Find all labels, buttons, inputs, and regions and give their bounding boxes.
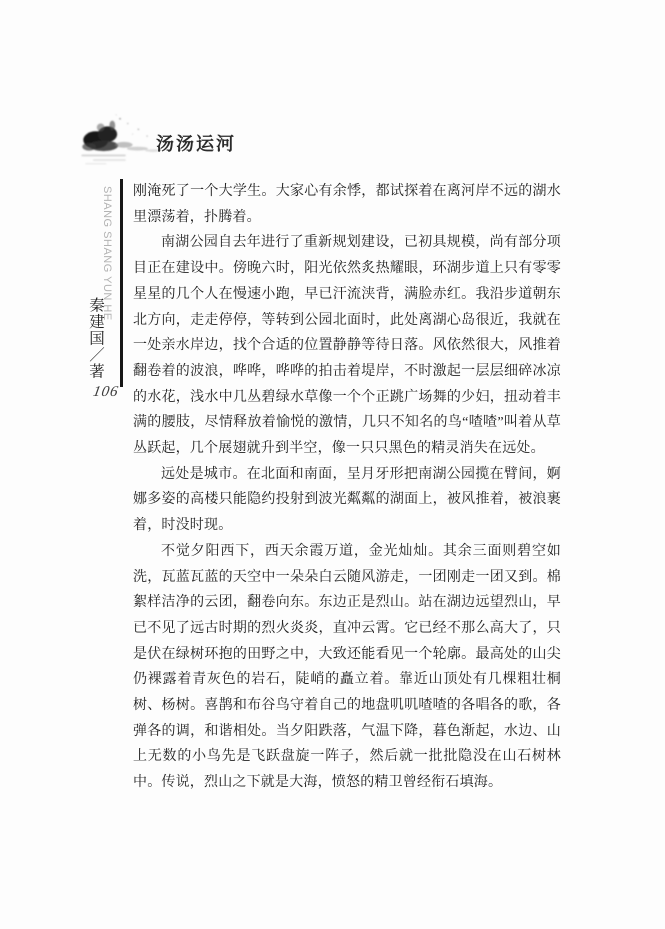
paragraph-3: 远处是城市。在北面和南面，呈月牙形把南湖公园揽在臂间，婀娜多姿的高楼只能隐约投射到波光粼粼的湖面上，被风推着，被浪裹着，时没时现。 — [133, 466, 561, 534]
ink-wash-logo-icon — [77, 110, 165, 168]
series-romanized-title: SHANG SHANG YUN HE — [101, 186, 113, 321]
paragraph-4: 不觉夕阳西下，西天余霞万道，金光灿灿。其余三面则碧空如洗，瓦蓝瓦蓝的天空中一朵朵白云随风游走，一团刚走一团又到。棉絮样洁净的云团，翻卷向东。东边正是烈山。站在湖边远望烈山，早已不见了远古时期的烈火炎炎，直冲云霄。它已经不那么高大了，只是伏在绿树环抱的田野之中，大致还能看见一个轮廓。最高处的山尖仍裸露着青灰色的岩石，陡峭的矗立着。靠近山顶处有几棵粗壮桐树、杨树。喜鹊和布谷鸟守着自己的地盘叽叽喳喳的各唱各的歌，各弹各的调，和谐相处。当夕阳跌落，气温下降，暮色渐起，水边、山上无数的小鸟先是飞跃盘旋一阵子，然后就一批批隐没在山石树林中。传说，烈山之下就是大海，愤怒的精卫曾经衔石填海。 — [133, 543, 561, 791]
paragraph-2: 南湖公园自去年进行了重新规划建设，已初具规模，尚有部分项目正在建设中。傍晚六时，阳光依然炙热耀眼，环湖步道上只有零零星星的几个人在慢速小跑，早已汗流浃背，满脸赤红。我沿步道朝东北方向，走走停停，等转到公园北面时，此处离湖心岛很近，我就在一处亲水岸边，找个合适的位置静静等待日落。风依然很大，风推着翻卷着的波浪，哗哗，哗哗的拍击着堤岸，不时激起一层层细碎冰凉的水花，浅水中几丛碧绿水草像一个个正跳广场舞的少妇，扭动着丰满的腰肢，尽情释放着愉悦的激情，几只不知名的鸟“喳喳”叫着从草丛跃起，几个展翅就升到半空，像一只只黑色的精灵消失在远处。 — [133, 235, 561, 457]
book-title: 汤汤运河 — [156, 134, 236, 154]
sidebar-rule — [120, 179, 123, 387]
paragraph-1: 刚淹死了一个大学生。大家心有余悸，都试探着在离河岸不远的湖水里漂荡着，扑腾着。 — [133, 184, 561, 225]
author-name: 秦建国／著 — [87, 297, 104, 380]
body-text — [133, 179, 561, 796]
page-number: 106 — [91, 384, 120, 400]
